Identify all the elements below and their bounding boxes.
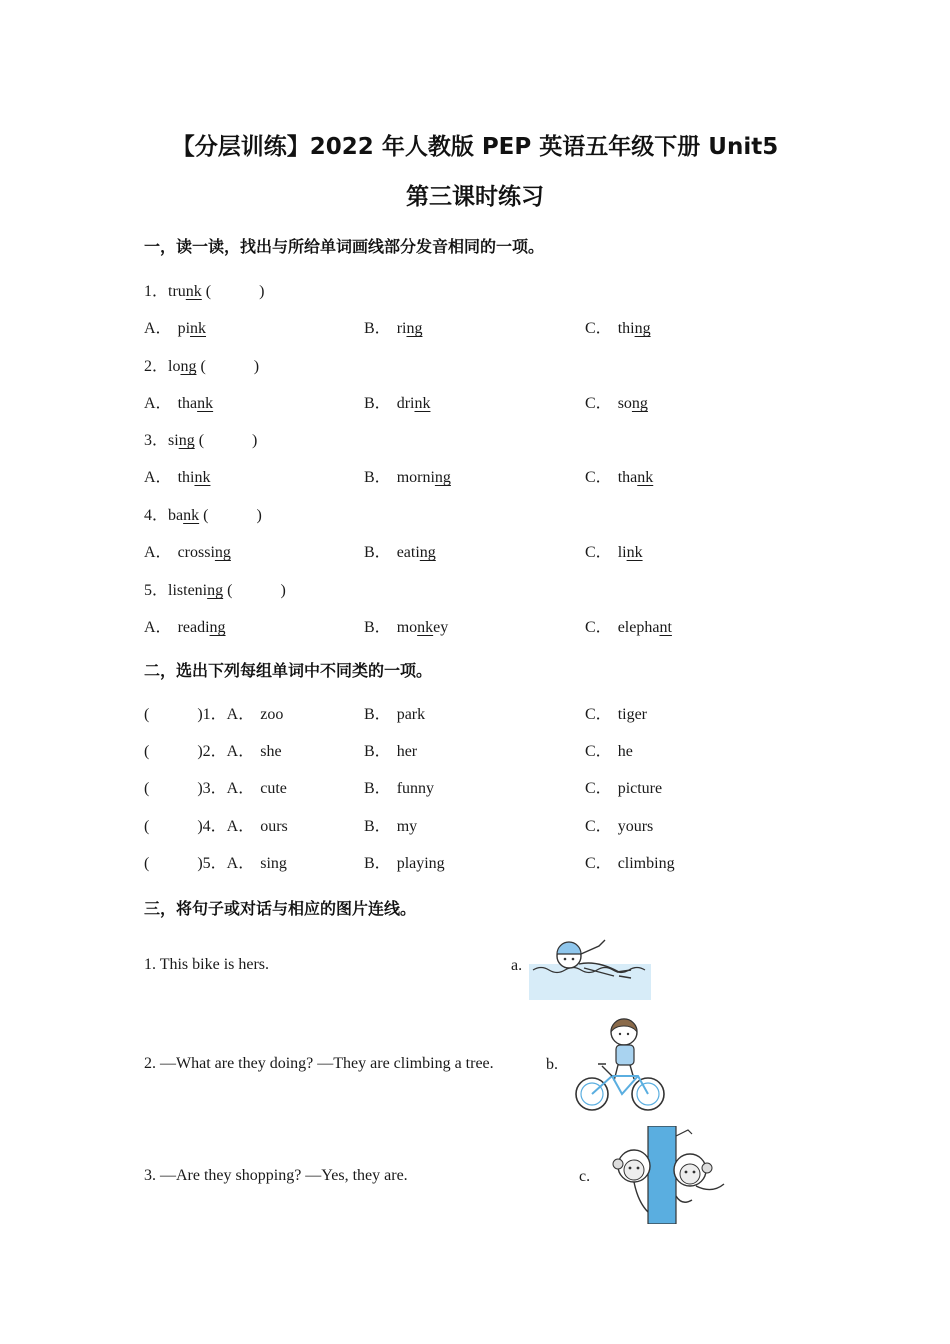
option-label: C． bbox=[585, 619, 612, 636]
row-prefix: ( )4．A． bbox=[144, 818, 255, 835]
option-4-a bbox=[144, 539, 231, 562]
word-part: morni bbox=[396, 469, 435, 486]
word-part: ri bbox=[396, 320, 407, 337]
underlined-letters: ng bbox=[178, 432, 195, 449]
classify-row-4-c bbox=[585, 813, 653, 836]
option-word bbox=[178, 619, 226, 636]
option-label: C． bbox=[585, 780, 612, 797]
option-label: B． bbox=[364, 469, 391, 486]
option-word bbox=[397, 320, 423, 337]
match-sentence-1: 1. This bike is hers. bbox=[144, 956, 270, 973]
option-word bbox=[618, 619, 672, 636]
option-label: C． bbox=[585, 818, 612, 835]
option-label: B． bbox=[364, 320, 391, 337]
option-3-b bbox=[364, 464, 451, 487]
word-part: eati bbox=[396, 544, 420, 561]
word-part: mo bbox=[396, 619, 418, 636]
pic-label-a: a. bbox=[511, 957, 523, 974]
section2-heading: 二，选出下列每组单词中不同类的一项。 bbox=[144, 661, 433, 680]
option-word bbox=[178, 469, 211, 486]
page-subtitle: 第三课时练习 bbox=[406, 184, 544, 210]
classify-row-3-a bbox=[144, 775, 287, 798]
option-label: C． bbox=[585, 706, 612, 723]
option-label: B． bbox=[364, 818, 391, 835]
question-word bbox=[168, 582, 223, 599]
option-label: C． bbox=[585, 544, 612, 561]
underlined-letters: ng bbox=[180, 358, 197, 375]
classify-row-2-c bbox=[585, 738, 633, 761]
classify-row-5-a bbox=[144, 850, 287, 873]
classify-row-1-a bbox=[144, 701, 283, 724]
option-2-a bbox=[144, 390, 213, 413]
option-label: A． bbox=[144, 619, 172, 636]
option-a-word: sing bbox=[260, 855, 287, 872]
question-3 bbox=[144, 427, 257, 450]
word-part: tru bbox=[168, 283, 186, 300]
word-part: elepha bbox=[617, 619, 660, 636]
word-part: tha bbox=[617, 469, 638, 486]
word-part: pi bbox=[177, 320, 191, 337]
row-prefix: ( )2．A． bbox=[144, 743, 255, 760]
underlined-letters: nk bbox=[414, 395, 431, 412]
bike-girl-picture bbox=[572, 1014, 670, 1116]
underlined-letters: nk bbox=[417, 619, 434, 636]
option-word bbox=[618, 469, 654, 486]
word-part: listeni bbox=[168, 582, 208, 599]
word-part: readi bbox=[177, 619, 210, 636]
question-number: 2． bbox=[144, 358, 169, 375]
option-label: B． bbox=[364, 544, 391, 561]
word-part: so bbox=[617, 395, 632, 412]
option-4-b bbox=[364, 539, 436, 562]
question-word bbox=[168, 358, 196, 375]
option-word bbox=[397, 619, 449, 636]
answer-blank: ( ) bbox=[201, 283, 265, 300]
question-number: 4． bbox=[144, 507, 169, 524]
word-part: ey bbox=[433, 619, 449, 636]
option-b-word: park bbox=[396, 706, 426, 723]
option-label: A． bbox=[144, 469, 172, 486]
monkeys-climbing-picture bbox=[606, 1126, 728, 1224]
question-word bbox=[168, 432, 195, 449]
option-label: C． bbox=[585, 469, 612, 486]
section3-heading: 三，将句子或对话与相应的图片连线。 bbox=[144, 899, 417, 918]
option-c-word: yours bbox=[617, 818, 654, 835]
option-c-word: he bbox=[617, 743, 633, 760]
word-part: dri bbox=[396, 395, 415, 412]
option-word bbox=[178, 320, 206, 337]
option-c-word: picture bbox=[617, 780, 663, 797]
option-label: C． bbox=[585, 855, 612, 872]
classify-row-5-b bbox=[364, 850, 445, 873]
option-c-word: climbing bbox=[617, 855, 675, 872]
option-c-word: tiger bbox=[617, 706, 648, 723]
classify-row-1-c bbox=[585, 701, 647, 724]
pic-label-c: c. bbox=[579, 1168, 591, 1185]
underlined-letters: nt bbox=[659, 619, 672, 636]
classify-row-4-b bbox=[364, 813, 417, 836]
option-a-word: she bbox=[260, 743, 282, 760]
option-b-word: funny bbox=[396, 780, 435, 797]
option-word bbox=[397, 469, 451, 486]
question-2 bbox=[144, 353, 259, 376]
option-word bbox=[397, 395, 431, 412]
classify-row-1-b bbox=[364, 701, 425, 724]
word-part: lo bbox=[168, 358, 181, 375]
option-2-b bbox=[364, 390, 430, 413]
option-label: C． bbox=[585, 395, 612, 412]
question-4 bbox=[144, 502, 262, 525]
option-word bbox=[178, 395, 214, 412]
option-5-c bbox=[585, 614, 672, 637]
option-label: C． bbox=[585, 743, 612, 760]
question-5 bbox=[144, 577, 286, 600]
underlined-letters: nk bbox=[194, 469, 211, 486]
row-prefix: ( )5．A． bbox=[144, 855, 255, 872]
word-part: crossi bbox=[177, 544, 215, 561]
answer-blank: ( ) bbox=[194, 432, 258, 449]
swimming-girl-picture bbox=[529, 934, 651, 1000]
option-2-c bbox=[585, 390, 648, 413]
match-sentence-3: 3. —Are they shopping? —Yes, they are. bbox=[144, 1167, 408, 1184]
question-number: 5． bbox=[144, 582, 169, 599]
question-number: 3． bbox=[144, 432, 169, 449]
option-label: B． bbox=[364, 619, 391, 636]
option-label: B． bbox=[364, 780, 391, 797]
option-label: B． bbox=[364, 855, 391, 872]
page-title: 【分层训练】2022 年人教版 PEP 英语五年级下册 Unit5 bbox=[171, 134, 779, 160]
classify-row-4-a bbox=[144, 813, 288, 836]
row-prefix: ( )3．A． bbox=[144, 780, 255, 797]
underlined-letters: nk bbox=[637, 469, 654, 486]
answer-blank: ( ) bbox=[199, 507, 262, 524]
option-word bbox=[618, 544, 643, 561]
word-part: thi bbox=[177, 469, 195, 486]
option-word bbox=[178, 544, 231, 561]
option-a-word: zoo bbox=[260, 706, 284, 723]
option-a-word: ours bbox=[260, 818, 288, 835]
section1-heading: 一，读一读，找出与所给单词画线部分发音相同的一项。 bbox=[144, 237, 545, 256]
underlined-letters: nk bbox=[185, 283, 202, 300]
option-label: A． bbox=[144, 395, 172, 412]
option-1-a bbox=[144, 315, 206, 338]
word-part: tha bbox=[177, 395, 198, 412]
underlined-letters: ng bbox=[634, 320, 651, 337]
classify-row-2-b bbox=[364, 738, 417, 761]
option-5-b bbox=[364, 614, 448, 637]
option-1-c bbox=[585, 315, 651, 338]
underlined-letters: ng bbox=[214, 544, 231, 561]
underlined-letters: ng bbox=[419, 544, 436, 561]
word-part: si bbox=[168, 432, 179, 449]
classify-row-3-c bbox=[585, 775, 662, 798]
underlined-letters: nk bbox=[183, 507, 200, 524]
underlined-letters: ng bbox=[434, 469, 451, 486]
underlined-letters: ng bbox=[406, 320, 423, 337]
option-word bbox=[397, 544, 436, 561]
option-b-word: playing bbox=[396, 855, 445, 872]
option-b-word: her bbox=[396, 743, 418, 760]
option-4-c bbox=[585, 539, 643, 562]
option-label: A． bbox=[144, 544, 172, 561]
word-part: thi bbox=[617, 320, 635, 337]
classify-row-2-a bbox=[144, 738, 282, 761]
word-part: ba bbox=[168, 507, 184, 524]
answer-blank: ( ) bbox=[196, 358, 260, 375]
classify-row-5-c bbox=[585, 850, 675, 873]
question-word bbox=[168, 283, 202, 300]
row-prefix: ( )1．A． bbox=[144, 706, 255, 723]
option-3-a bbox=[144, 464, 210, 487]
word-part: li bbox=[617, 544, 627, 561]
option-1-b bbox=[364, 315, 422, 338]
classify-row-3-b bbox=[364, 775, 434, 798]
underlined-letters: nk bbox=[197, 395, 214, 412]
option-label: B． bbox=[364, 706, 391, 723]
pic-label-b: b. bbox=[546, 1056, 558, 1073]
option-label: C． bbox=[585, 320, 612, 337]
question-number: 1． bbox=[144, 283, 169, 300]
underlined-letters: ng bbox=[207, 582, 224, 599]
option-3-c bbox=[585, 464, 653, 487]
option-a-word: cute bbox=[260, 780, 287, 797]
answer-blank: ( ) bbox=[223, 582, 286, 599]
option-label: A． bbox=[144, 320, 172, 337]
underlined-letters: nk bbox=[190, 320, 207, 337]
underlined-letters: ng bbox=[209, 619, 226, 636]
option-label: B． bbox=[364, 743, 391, 760]
match-sentence-2: 2. —What are they doing? —They are climbing a tree. bbox=[144, 1055, 494, 1072]
question-1 bbox=[144, 278, 264, 301]
option-b-word: my bbox=[396, 818, 418, 835]
option-5-a bbox=[144, 614, 226, 637]
question-word bbox=[168, 507, 199, 524]
option-label: B． bbox=[364, 395, 391, 412]
underlined-letters: nk bbox=[626, 544, 643, 561]
option-word bbox=[618, 320, 651, 337]
underlined-letters: ng bbox=[631, 395, 648, 412]
option-word bbox=[618, 395, 648, 412]
